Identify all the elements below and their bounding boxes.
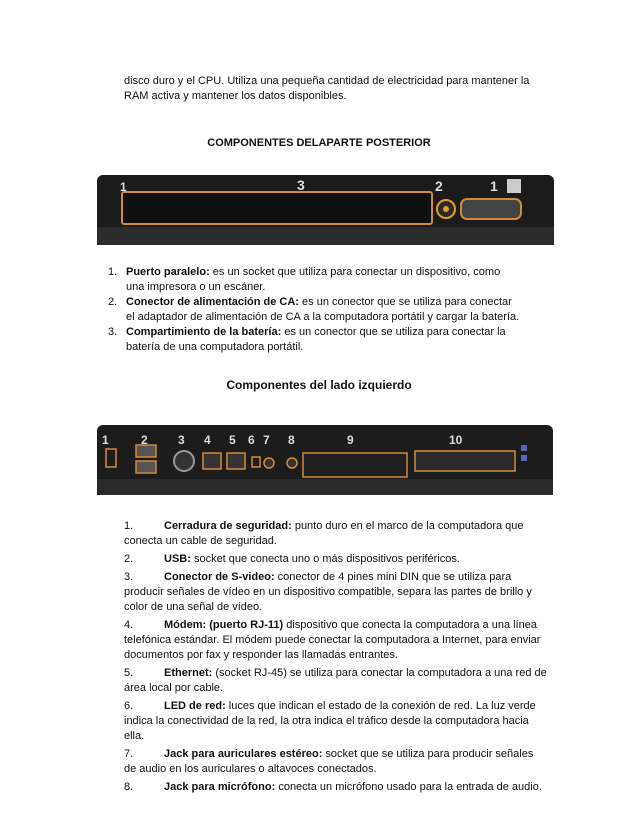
left-item-text: punto duro en el marco de la computadora que conecta un cable de seguridad. — [124, 520, 524, 547]
rear-item-number: 3. — [108, 326, 118, 338]
left-item-title: Módem: (puerto RJ-11) — [164, 619, 284, 631]
left-item-number: 6. — [124, 700, 134, 712]
rear-item-3 — [0, 325, 520, 354]
rear-item-number: 1. — [108, 266, 118, 278]
rear-item-title: Compartimiento de la batería: — [126, 326, 282, 338]
rear-label-1b: 1 — [490, 178, 498, 194]
left-components-heading: Componentes del lado izquierdo — [226, 378, 412, 392]
left-item-5 — [124, 666, 548, 696]
intro-paragraph: disco duro y el CPU. Utiliza una pequeña cantidad de electricidad para mantener la RAM activa y mantener los datos disponibles. — [124, 75, 530, 102]
left-label-6: 6 — [248, 433, 255, 447]
left-item-7 — [124, 747, 548, 777]
rear-item-title: Conector de alimentación de CA: — [126, 296, 299, 308]
left-item-title: LED de red: — [164, 700, 226, 712]
left-item-title: Jack para auriculares estéreo: — [164, 748, 323, 760]
left-item-text: conecta un micrófono usado para la entrada de audio. — [275, 781, 542, 793]
rear-label-3: 3 — [297, 177, 305, 193]
left-label-10: 10 — [449, 433, 463, 447]
left-item-text: luces que indican el estado de la conexión de red. La luz verde indica la conectividad de la red, la otra indica el tráfico desde la computadora hacia ella. — [124, 700, 536, 742]
left-item-number: 5. — [124, 667, 134, 679]
left-item-number: 8. — [124, 781, 134, 793]
left-item-4 — [124, 618, 548, 663]
left-label-7: 7 — [263, 433, 270, 447]
rear-label-1a: 1 — [120, 180, 127, 194]
left-label-2: 2 — [141, 433, 148, 447]
rear-components-list — [0, 265, 520, 355]
left-item-number: 4. — [124, 619, 134, 631]
left-label-3: 3 — [178, 433, 185, 447]
left-item-6 — [124, 699, 548, 744]
left-item-1 — [124, 519, 548, 549]
left-side-photo — [97, 425, 553, 495]
left-item-title: Conector de S-video: — [164, 571, 275, 583]
left-item-title: Cerradura de seguridad: — [164, 520, 292, 532]
left-item-number: 1. — [124, 520, 134, 532]
left-label-1: 1 — [102, 433, 109, 447]
left-item-number: 3. — [124, 571, 134, 583]
rear-item-text: es un socket que utiliza para conectar un dispositivo, como una impresora o un escáner. — [126, 266, 501, 293]
left-item-number: 2. — [124, 553, 134, 565]
rear-item-1 — [0, 265, 520, 294]
left-item-title: Jack para micrófono: — [164, 781, 276, 793]
left-label-5: 5 — [229, 433, 236, 447]
left-item-title: USB: — [164, 553, 191, 565]
rear-components-heading: COMPONENTES DELAPARTE POSTERIOR — [207, 137, 431, 149]
left-item-title: Ethernet: — [164, 667, 213, 679]
rear-item-number: 2. — [108, 296, 118, 308]
rear-panel-photo — [97, 175, 554, 245]
left-item-text: (socket RJ-45) se utiliza para conectar la computadora a una red de área local por cable. — [124, 667, 547, 694]
left-item-3 — [124, 570, 548, 615]
left-components-list — [124, 519, 548, 798]
left-item-text: dispositivo que conecta la computadora a una línea telefónica estándar. El módem puede conectar la computadora a Internet, para enviar documentos por fax y responder las llamadas entrantes. — [124, 619, 541, 661]
left-item-text: conector de 4 pines mini DIN que se utiliza para producir señales de vídeo en un dispositivo compatible, separa las partes de brillo y color de una señal de vídeo. — [124, 571, 532, 613]
left-item-number: 7. — [124, 748, 134, 760]
left-item-text: socket que se utiliza para producir señales de audio en los auriculares o altavoces conectados. — [124, 748, 534, 775]
rear-item-text: es un conector que se utiliza para conectar la batería de una computadora portátil. — [126, 326, 506, 353]
rear-item-title: Puerto paralelo: — [126, 266, 210, 278]
left-label-9: 9 — [347, 433, 354, 447]
rear-label-2: 2 — [435, 178, 443, 194]
left-label-8: 8 — [288, 433, 295, 447]
left-label-4: 4 — [204, 433, 211, 447]
rear-item-text: es un conector que se utiliza para conectar el adaptador de alimentación de CA a la computadora portátil y cargar la batería. — [126, 296, 520, 323]
left-item-2 — [124, 552, 548, 567]
left-item-8 — [124, 780, 548, 795]
rear-item-2 — [0, 295, 520, 324]
left-item-text: socket que conecta uno o más dispositivos periféricos. — [190, 553, 460, 565]
